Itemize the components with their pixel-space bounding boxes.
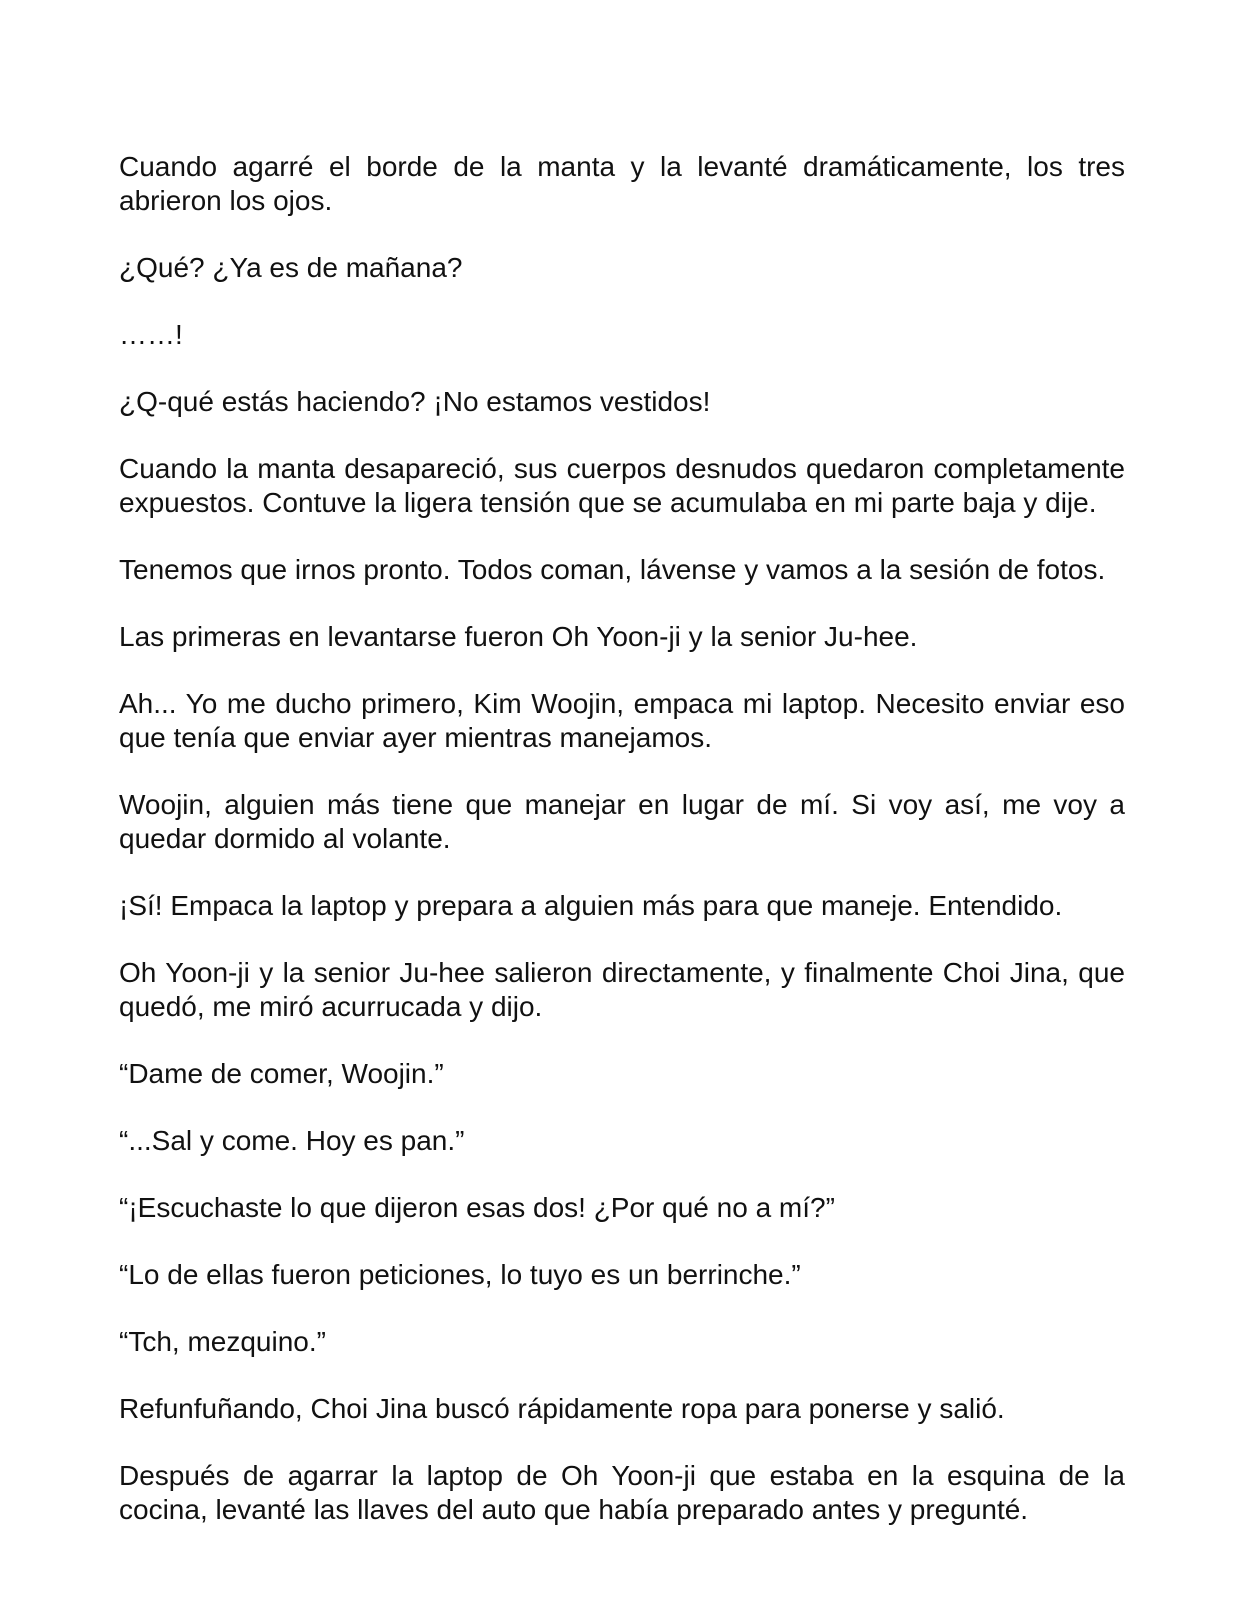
paragraph: Ah... Yo me ducho primero, Kim Woojin, empaca mi laptop. Necesito enviar eso que tenía que enviar ayer mientras manejamos. [119, 688, 1125, 753]
paragraph: ¿Q-qué estás haciendo? ¡No estamos vestidos! [119, 386, 711, 417]
paragraph: “Dame de comer, Woojin.” [119, 1058, 444, 1089]
paragraph: ¿Qué? ¿Ya es de mañana? [119, 252, 463, 283]
paragraph: Tenemos que irnos pronto. Todos coman, lávense y vamos a la sesión de fotos. [119, 554, 1106, 585]
paragraph: Cuando agarré el borde de la manta y la levanté dramáticamente, los tres abrieron los ojos. [119, 151, 1125, 216]
paragraph: Woojin, alguien más tiene que manejar en lugar de mí. Si voy así, me voy a quedar dormido al volante. [119, 789, 1125, 854]
paragraph: Después de agarrar la laptop de Oh Yoon-ji que estaba en la esquina de la cocina, levanté las llaves del auto que había preparado antes y pregunté. [119, 1460, 1125, 1525]
paragraph: ¡Sí! Empaca la laptop y prepara a alguien más para que maneje. Entendido. [119, 890, 1063, 921]
paragraph: Oh Yoon-ji y la senior Ju-hee salieron directamente, y finalmente Choi Jina, que quedó, me miró acurrucada y dijo. [119, 957, 1125, 1022]
paragraph: “Tch, mezquino.” [119, 1326, 326, 1357]
paragraph: “¡Escuchaste lo que dijeron esas dos! ¿Por qué no a mí?” [119, 1192, 835, 1223]
paragraph: Cuando la manta desapareció, sus cuerpos desnudos quedaron completamente expuestos. Contuve la ligera tensión que se acumulaba en mi parte baja y dije. [119, 453, 1125, 518]
paragraph: “Lo de ellas fueron peticiones, lo tuyo es un berrinche.” [119, 1259, 801, 1290]
paragraph: Refunfuñando, Choi Jina buscó rápidamente ropa para ponerse y salió. [119, 1393, 1005, 1424]
document-body [119, 150, 1125, 1560]
paragraph: “...Sal y come. Hoy es pan.” [119, 1125, 465, 1156]
paragraph: Las primeras en levantarse fueron Oh Yoon-ji y la senior Ju-hee. [119, 621, 918, 652]
paragraph: ……! [119, 319, 183, 350]
